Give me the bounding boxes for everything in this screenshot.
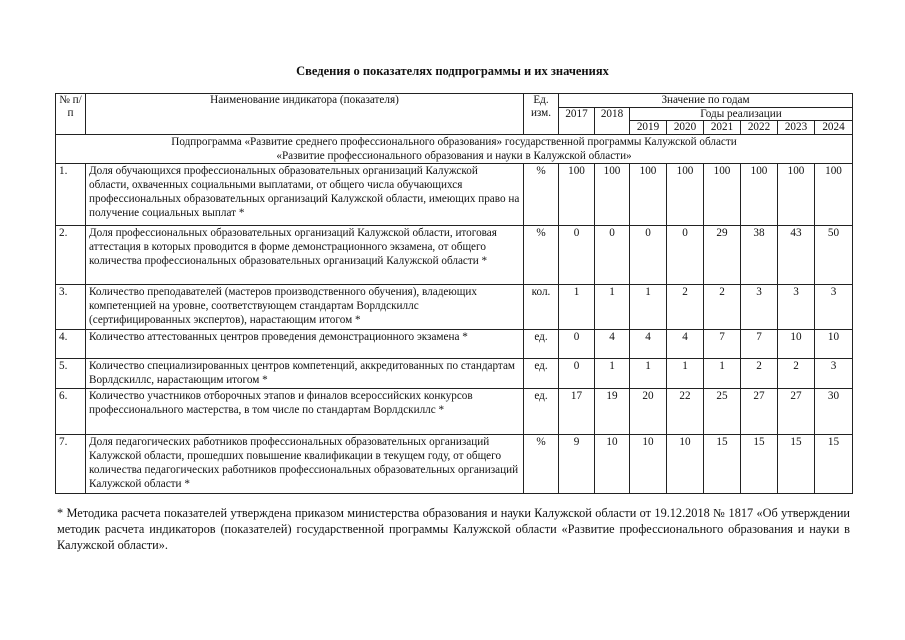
row-value-2022: 27	[741, 389, 778, 435]
row-value-2023: 2	[778, 359, 815, 389]
header-year-2017: 2017	[559, 107, 595, 135]
header-year-2023: 2023	[778, 121, 815, 135]
indicators-table	[55, 93, 853, 494]
row-value-2022: 2	[741, 359, 778, 389]
row-value-2020: 0	[667, 226, 704, 285]
table-row	[56, 359, 853, 389]
row-value-2017: 9	[559, 435, 595, 494]
header-year-2022: 2022	[741, 121, 778, 135]
row-name: Доля педагогических работников профессиональных образовательных организаций Калужской области, прошедших повышение квалификации в текущем году, от общего количества педагогических работников профессиональных образовательных организаций Калужской области *	[86, 435, 524, 494]
row-value-2019: 4	[630, 330, 667, 359]
header-year-2024: 2024	[815, 121, 853, 135]
row-value-2024: 15	[815, 435, 853, 494]
row-unit: %	[524, 435, 559, 494]
row-value-2018: 0	[595, 226, 630, 285]
row-value-2020: 10	[667, 435, 704, 494]
header-values-by-years: Значение по годам	[559, 94, 853, 108]
row-name: Количество специализированных центров компетенций, аккредитованных по стандартам Ворлдскиллс, нарастающим итогом *	[86, 359, 524, 389]
row-value-2022: 15	[741, 435, 778, 494]
row-unit: ед.	[524, 359, 559, 389]
header-year-2019: 2019	[630, 121, 667, 135]
header-num: № п/п	[56, 94, 86, 135]
row-value-2023: 43	[778, 226, 815, 285]
row-value-2019: 100	[630, 164, 667, 226]
row-unit: %	[524, 164, 559, 226]
row-value-2023: 100	[778, 164, 815, 226]
row-num: 2.	[56, 226, 86, 285]
table-row	[56, 330, 853, 359]
row-value-2018: 10	[595, 435, 630, 494]
table-row	[56, 285, 853, 330]
row-value-2022: 3	[741, 285, 778, 330]
row-value-2020: 4	[667, 330, 704, 359]
header-unit: Ед. изм.	[524, 94, 559, 135]
row-value-2021: 29	[704, 226, 741, 285]
row-value-2020: 2	[667, 285, 704, 330]
page-title: Сведения о показателях подпрограммы и их значениях	[296, 64, 609, 78]
header-year-2018: 2018	[595, 107, 630, 135]
row-value-2023: 3	[778, 285, 815, 330]
row-value-2017: 0	[559, 330, 595, 359]
row-unit: ед.	[524, 389, 559, 435]
footnote: * Методика расчета показателей утверждена приказом министерства образования и науки Калужской области от 19.12.2018 № 1817 «Об утверждении методик расчета индикаторов (показателей) государственной программы Калужской области «Развитие профессионального образования и науки в Калужской области».	[57, 506, 850, 552]
row-value-2020: 22	[667, 389, 704, 435]
table-row	[56, 226, 853, 285]
row-value-2018: 100	[595, 164, 630, 226]
row-unit: кол.	[524, 285, 559, 330]
row-name: Количество аттестованных центров проведения демонстрационного экзамена *	[86, 330, 524, 359]
row-name: Количество преподавателей (мастеров производственного обучения), владеющих компетенцией на уровне, соответствующем стандартам Ворлдскиллс (сертифицированных экспертов), нарастающим итогом *	[86, 285, 524, 330]
row-value-2017: 0	[559, 359, 595, 389]
row-value-2024: 3	[815, 285, 853, 330]
row-value-2024: 100	[815, 164, 853, 226]
row-name: Количество участников отборочных этапов и финалов всероссийских конкурсов профессионального мастерства, в том числе по стандартам Ворлдскиллс *	[86, 389, 524, 435]
table-row	[56, 435, 853, 494]
row-value-2018: 19	[595, 389, 630, 435]
row-value-2021: 100	[704, 164, 741, 226]
header-year-2021: 2021	[704, 121, 741, 135]
row-value-2017: 1	[559, 285, 595, 330]
row-num: 7.	[56, 435, 86, 494]
row-num: 1.	[56, 164, 86, 226]
row-value-2023: 15	[778, 435, 815, 494]
row-num: 5.	[56, 359, 86, 389]
row-num: 4.	[56, 330, 86, 359]
row-value-2021: 15	[704, 435, 741, 494]
row-value-2021: 1	[704, 359, 741, 389]
row-value-2021: 25	[704, 389, 741, 435]
row-value-2018: 1	[595, 359, 630, 389]
row-value-2021: 2	[704, 285, 741, 330]
row-name: Доля обучающихся профессиональных образовательных организаций Калужской области, охваченных социальными выплатами, от общего числа обучающихся профессиональных образовательных организаций Калужской области, имеющих право на получение социальных выплат *	[86, 164, 524, 226]
row-value-2019: 1	[630, 359, 667, 389]
row-value-2019: 0	[630, 226, 667, 285]
row-value-2023: 27	[778, 389, 815, 435]
header-years-implementation: Годы реализации	[630, 107, 853, 121]
row-value-2020: 1	[667, 359, 704, 389]
row-value-2024: 30	[815, 389, 853, 435]
row-num: 6.	[56, 389, 86, 435]
header-name: Наименование индикатора (показателя)	[86, 94, 524, 135]
row-value-2024: 50	[815, 226, 853, 285]
subprogram-title: Подпрограмма «Развитие среднего профессионального образования» государственной программы Калужской области «Развитие профессионального образования и науки в Калужской области»	[56, 135, 853, 164]
row-value-2023: 10	[778, 330, 815, 359]
row-value-2024: 3	[815, 359, 853, 389]
row-value-2022: 100	[741, 164, 778, 226]
row-value-2019: 1	[630, 285, 667, 330]
row-value-2020: 100	[667, 164, 704, 226]
row-value-2017: 17	[559, 389, 595, 435]
row-value-2017: 100	[559, 164, 595, 226]
table-row	[56, 164, 853, 226]
row-value-2022: 38	[741, 226, 778, 285]
row-value-2022: 7	[741, 330, 778, 359]
row-value-2017: 0	[559, 226, 595, 285]
row-value-2021: 7	[704, 330, 741, 359]
row-value-2019: 20	[630, 389, 667, 435]
row-value-2018: 1	[595, 285, 630, 330]
row-value-2019: 10	[630, 435, 667, 494]
header-year-2020: 2020	[667, 121, 704, 135]
table-row	[56, 389, 853, 435]
row-value-2018: 4	[595, 330, 630, 359]
row-num: 3.	[56, 285, 86, 330]
row-unit: ед.	[524, 330, 559, 359]
row-name: Доля профессиональных образовательных организаций Калужской области, итоговая аттестация в которых проводится в форме демонстрационного экзамена, от общего количества профессиональных образовательных организаций Калужской области *	[86, 226, 524, 285]
row-value-2024: 10	[815, 330, 853, 359]
row-unit: %	[524, 226, 559, 285]
